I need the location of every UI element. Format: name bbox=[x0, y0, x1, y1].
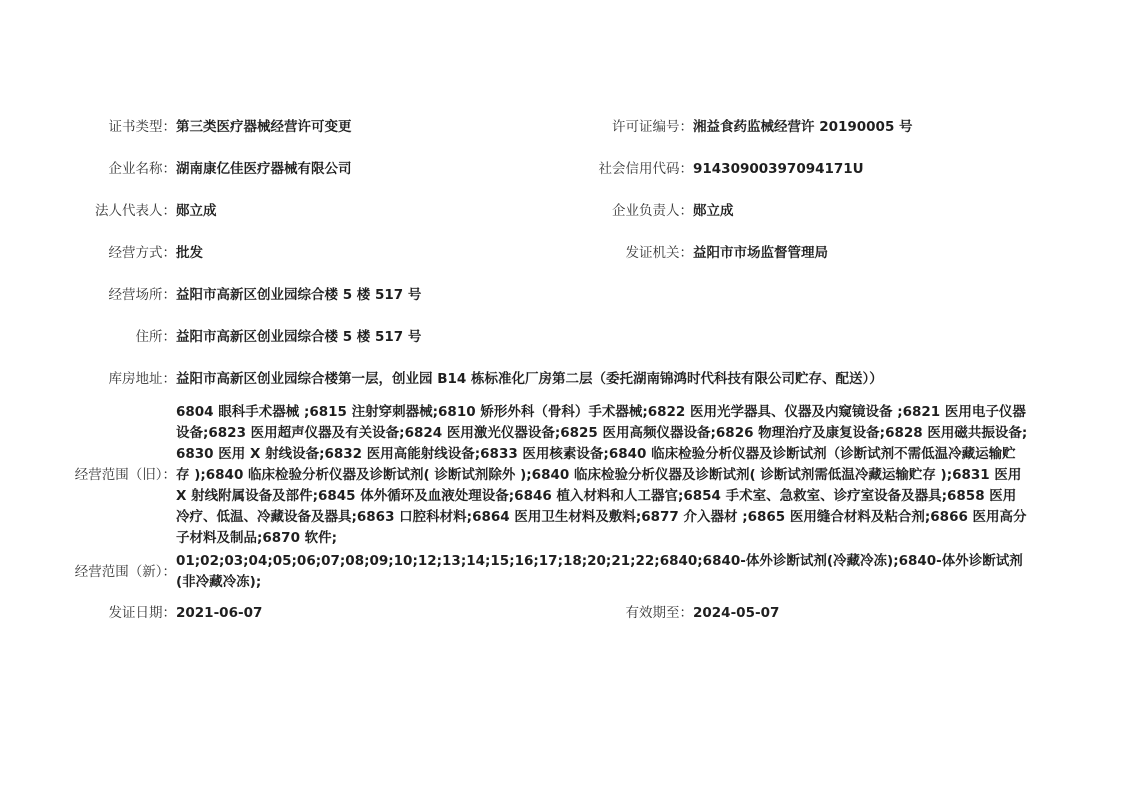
warehouse-label: 库房地址： bbox=[108, 371, 176, 387]
field-warehouse bbox=[0, 369, 883, 390]
business-place-label: 经营场所： bbox=[108, 287, 176, 303]
field-legal-rep bbox=[0, 201, 217, 222]
credit-code-label: 社会信用代码： bbox=[598, 161, 693, 177]
field-business-place bbox=[0, 285, 421, 306]
valid-until-label: 有效期至： bbox=[625, 605, 693, 621]
scope-new-label: 经营范围（新）： bbox=[74, 563, 176, 580]
company-head-value: 郧立成 bbox=[693, 203, 734, 219]
company-name-value: 湖南康亿佳医疗器械有限公司 bbox=[176, 161, 352, 177]
field-business-mode bbox=[0, 243, 203, 264]
legal-rep-label: 法人代表人： bbox=[95, 203, 176, 219]
residence-label: 住所： bbox=[135, 329, 176, 345]
field-scope-new bbox=[0, 551, 1028, 593]
legal-rep-value: 郧立成 bbox=[176, 203, 217, 219]
business-mode-label: 经营方式： bbox=[108, 245, 176, 261]
field-issuing-authority bbox=[517, 243, 828, 264]
field-residence bbox=[0, 327, 421, 348]
cert-type-label: 证书类型： bbox=[108, 119, 176, 135]
business-mode-value: 批发 bbox=[176, 245, 203, 261]
field-company-name bbox=[0, 159, 352, 180]
issue-date-label: 发证日期： bbox=[108, 605, 176, 621]
field-valid-until bbox=[517, 603, 779, 624]
license-no-value: 湘益食药监械经营许 20190005 号 bbox=[693, 119, 913, 135]
field-credit-code bbox=[517, 159, 864, 180]
credit-code-value: 91430900397094171U bbox=[693, 161, 864, 177]
company-name-label: 企业名称： bbox=[108, 161, 176, 177]
license-no-label: 许可证编号： bbox=[612, 119, 693, 135]
field-license-no bbox=[517, 117, 913, 138]
scope-old-value: 6804 眼科手术器械 ;6815 注射穿刺器械;6810 矫形外科（骨科）手术器械;6822 医用光学器具、仪器及内窥镜设备 ;6821 医用电子仪器设备;6823 医用超声仪器及有关设备;6824 医用激光仪器设备;6825 医用高频仪器设备;6826 物理治疗及康复设备;6828 医用磁共振设备;6830 医用 X 射线设备;6832 医用高能射线设备;6833 医用核素设备;6840 临床检验分析仪器及诊断试剂（诊断试剂不需低温冷藏运输贮存 );6840 临床检验分析仪器及诊断试剂( 诊断试剂除外 );6840 临床检验分析仪器及诊断试剂( 诊断试剂需低温冷藏运输贮存 );6831 医用 X 射线附属设备及部件;6845 体外循环及血液处理设备;6846 植入材料和人工器官;6854 手术室、急救室、诊疗室设备及器具;6858 医用冷疗、低温、冷藏设备及器具;6863 口腔科材料;6864 医用卫生材料及敷料;6877 介入器材 ;6865 医用缝合材料及粘合剂;6866 医用高分子材料及制品;6870 软件; bbox=[176, 404, 1028, 546]
issuing-authority-value: 益阳市市场监督管理局 bbox=[693, 245, 828, 261]
company-head-label: 企业负责人： bbox=[612, 203, 693, 219]
issue-date-value: 2021-06-07 bbox=[176, 605, 263, 621]
field-company-head bbox=[517, 201, 734, 222]
scope-old-label: 经营范围（旧）： bbox=[74, 467, 176, 483]
valid-until-value: 2024-05-07 bbox=[693, 605, 780, 621]
field-cert-type bbox=[0, 117, 352, 138]
field-issue-date bbox=[0, 603, 262, 624]
issuing-authority-label: 发证机关： bbox=[625, 245, 693, 261]
cert-type-value: 第三类医疗器械经营许可变更 bbox=[176, 119, 352, 135]
field-scope-old bbox=[0, 402, 1028, 549]
warehouse-value: 益阳市高新区创业园综合楼第一层，创业园 B14 栋标准化厂房第二层（委托湖南锦鸿时代科技有限公司贮存、配送）） bbox=[176, 371, 883, 387]
business-place-value: 益阳市高新区创业园综合楼 5 楼 517 号 bbox=[176, 287, 422, 303]
scope-new-value: 01;02;03;04;05;06;07;08;09;10;12;13;14;15;16;17;18;20;21;22;6840;6840-体外诊断试剂(冷藏冷冻);6840-体外诊断试剂(非冷藏冷冻); bbox=[176, 553, 1023, 590]
residence-value: 益阳市高新区创业园综合楼 5 楼 517 号 bbox=[176, 329, 422, 345]
